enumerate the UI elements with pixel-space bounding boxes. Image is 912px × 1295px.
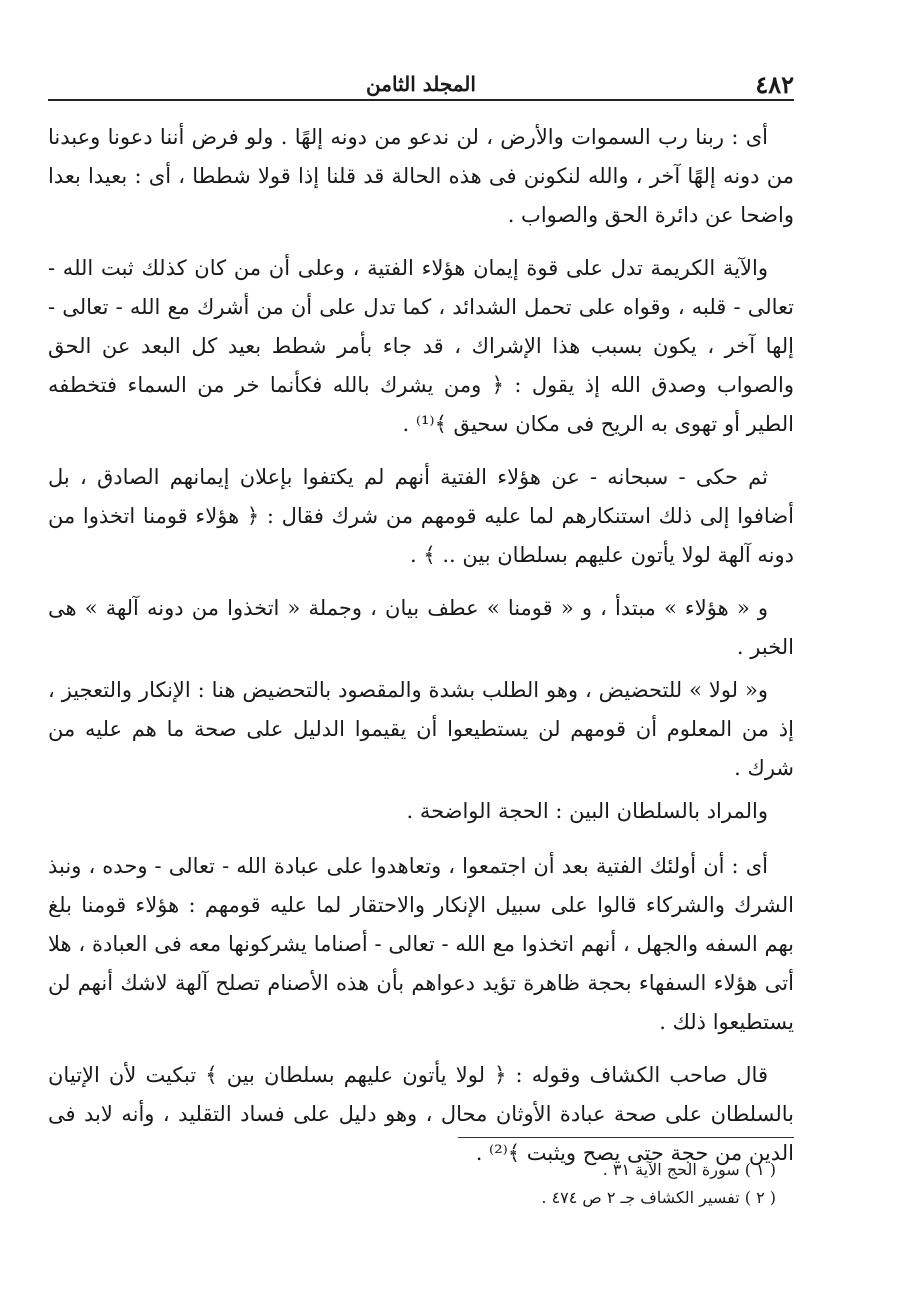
paragraph-7: أى : أن أولئك الفتية بعد أن اجتمعوا ، وتعاهدوا على عبادة الله - تعالى - وحده ، ونبذ الشرك والشركاء قالوا على سبيل الإنكار والاحتقار لما عليه قومهم : هؤلاء قومنا بلغ بهم السفه والجهل ، أنهم اتخذوا مع الله - تعالى - أصناما يشركونها معه فى العبادة ، هلا أتى هؤلاء السفهاء بحجة ظاهرة تؤيد دعواهم بأن هذه الأصنام تصلح آلهة لاشك أنهم لن يستطيعوا ذلك . bbox=[48, 854, 794, 1034]
paragraph-5: و« لولا » للتحضيض ، وهو الطلب بشدة والمقصود بالتحضيض هنا : الإنكار والتعجيز ، إذ من المعلوم أن قومهم لن يستطيعوا أن يقيموا الدليل على صحة ما هم عليه من شرك . bbox=[48, 678, 794, 780]
footnotes bbox=[48, 1156, 794, 1212]
header-divider bbox=[48, 99, 794, 101]
footnote-2: ( ٢ ) تفسير الكشاف جـ ٢ ص ٤٧٤ . bbox=[541, 1188, 776, 1207]
paragraph-3: ثم حكى - سبحانه - عن هؤلاء الفتية أنهم لم يكتفوا بإعلان إيمانهم الصادق ، بل أضافوا إلى ذلك استنكارهم لما عليه قومهم من شرك فقال : ﴿ هؤلاء قومنا اتخذوا من دونه آلهة لولا يأتون عليهم بسلطان بين .. ﴾ . bbox=[48, 465, 794, 567]
page-header bbox=[48, 64, 794, 98]
running-title: المجلد الثامن bbox=[366, 72, 476, 96]
paragraph-8: قال صاحب الكشاف وقوله : ﴿ لولا يأتون عليهم بسلطان بين ﴾ تبكيت لأن الإتيان بالسلطان على صحة عبادة الأوثان محال ، وهو دليل على فساد التقليد ، وأنه لابد فى الدين من حجة حتى يصح ويثبت ﴾⁽²⁾ . bbox=[48, 1063, 794, 1165]
paragraph-2: والآية الكريمة تدل على قوة إيمان هؤلاء الفتية ، وعلى أن من كان كذلك ثبت الله - تعالى - قلبه ، وقواه على تحمل الشدائد ، كما تدل على أن من أشرك مع الله - تعالى - إلها آخر ، يكون بسبب هذا الإشراك ، قد جاء بأمر شطط بعيد كل البعد عن الحق والصواب وصدق الله إذ يقول : ﴿ ومن يشرك بالله فكأنما خر من السماء فتخطفه الطير أو تهوى به الريح فى مكان سحيق ﴾⁽¹⁾ . bbox=[48, 256, 794, 436]
footnote-divider bbox=[458, 1137, 794, 1138]
paragraph-6: والمراد بالسلطان البين : الحجة الواضحة . bbox=[406, 799, 768, 823]
footnote-1: ( ١ ) سورة الحج الآية ٣١ . bbox=[602, 1160, 776, 1179]
page-number: ٤٨٢ bbox=[755, 70, 794, 99]
paragraph-4: و « هؤلاء » مبتدأ ، و « قومنا » عطف بيان ، وجملة « اتخذوا من دونه آلهة » هى الخبر . bbox=[48, 596, 794, 659]
body-text bbox=[48, 118, 794, 1187]
paragraph-1: أى : ربنا رب السموات والأرض ، لن ندعو من دونه إلهًا . ولو فرض أننا دعونا وعبدنا من دونه إلهًا آخر ، والله لنكونن فى هذه الحالة قد قلنا إذا قولا شططا ، أى : بعيدا بعدا واضحا عن دائرة الحق والصواب . bbox=[48, 125, 794, 227]
